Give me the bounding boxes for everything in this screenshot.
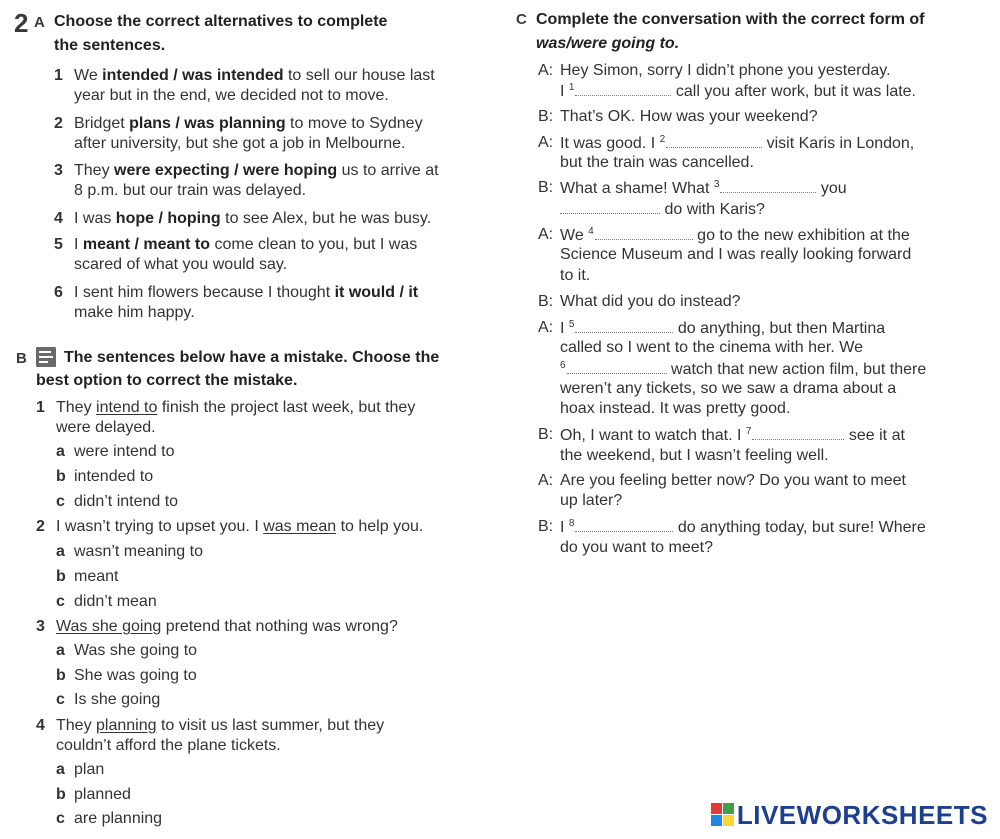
option-a[interactable]: a wasn’t meaning to	[56, 543, 203, 560]
answer-blank-2[interactable]	[666, 133, 762, 148]
conv-line: Science Museum and I was really looking forward	[560, 246, 912, 263]
option-a[interactable]: a Was she going to	[56, 642, 198, 659]
question-b-4: 4 They planning to visit us last summer, but they couldn’t afford the plane tickets.	[36, 717, 385, 754]
conv-line: A: Hey Simon, sorry I didn’t phone you yesterday.	[538, 62, 891, 79]
option-b[interactable]: b meant	[56, 568, 119, 585]
conv-line: B: What did you do instead?	[538, 293, 741, 310]
conv-line: but the train was cancelled.	[560, 154, 754, 171]
document-icon	[36, 347, 56, 368]
conv-line: to it.	[560, 267, 591, 284]
section-a-heading	[54, 10, 387, 58]
option-c[interactable]: c didn’t intend to	[56, 493, 179, 510]
section-b-letter: B	[16, 350, 27, 367]
conv-line: do you want to meet?	[560, 539, 713, 556]
liveworksheets-logo-icon	[711, 803, 735, 827]
question-b-2: 2 I wasn’t trying to upset you. I was mean to help you.	[36, 518, 424, 535]
conv-line: B: What a shame! What $^3$ you	[538, 178, 847, 197]
conv-line: I $^1$ call you after work, but it was late.	[560, 81, 916, 100]
option-c[interactable]: c Is she going	[56, 691, 161, 708]
option-a[interactable]: a plan	[56, 761, 105, 778]
option-c[interactable]: c are planning	[56, 810, 163, 827]
conv-line: B: I $^8$ do anything today, but sure! Where	[538, 517, 926, 536]
conv-line: A: We $^4$ go to the new exhibition at the	[538, 225, 910, 244]
option-b[interactable]: b planned	[56, 786, 131, 803]
section-c-letter: C	[516, 11, 527, 28]
answer-blank-6[interactable]	[567, 359, 667, 374]
section-a-letter: A	[34, 14, 45, 31]
item-a-3: 3 They were expecting / were hoping us to arrive at 8 p.m. but our train was delayed.	[54, 162, 439, 199]
conv-line: A: Are you feeling better now? Do you want to meet	[538, 472, 906, 489]
conv-line: the weekend, but I wasn’t feeling well.	[560, 447, 829, 464]
section-c-heading	[536, 8, 925, 56]
answer-blank-5[interactable]	[575, 318, 673, 333]
conv-line: weren’t any tickets, so we saw a drama about a	[560, 380, 897, 397]
exercise-number: 2	[14, 8, 29, 38]
answer-blank-8[interactable]	[575, 517, 673, 532]
conv-line: $^6$ watch that new action film, but there	[560, 359, 927, 378]
section-b-heading-line2: best option to correct the mistake.	[36, 372, 298, 389]
item-a-5: 5 I meant / meant to come clean to you, but I was scared of what you would say.	[54, 236, 418, 273]
item-a-4: 4 I was hope / hoping to see Alex, but he was busy.	[54, 210, 432, 227]
section-c-heading-line1: Complete the conversation with the correct form of	[536, 11, 925, 28]
answer-blank-4[interactable]	[595, 225, 693, 240]
alternatives[interactable]: it would / it	[334, 284, 419, 301]
section-a-heading-line2: the sentences.	[54, 37, 166, 54]
conv-line: do with Karis?	[538, 199, 765, 220]
item-a-6: 6 I sent him flowers because I thought it would / it make him happy.	[54, 284, 419, 321]
alternatives[interactable]: meant / meant to	[82, 236, 211, 253]
conv-line: B: That’s OK. How was your weekend?	[538, 108, 818, 125]
conv-line: B: Oh, I want to watch that. I $^7$ see it at	[538, 425, 905, 444]
alternatives[interactable]: hope / hoping	[115, 210, 221, 227]
conv-line: A: It was good. I $^2$ visit Karis in London,	[538, 133, 915, 152]
option-a[interactable]: a were intend to	[56, 443, 175, 460]
conv-line: up later?	[560, 492, 623, 509]
alternatives[interactable]: were expecting / were hoping	[114, 162, 338, 179]
alternatives[interactable]: intended / was intended	[102, 67, 284, 84]
answer-blank-3b[interactable]	[560, 199, 660, 214]
item-a-2: 2 Bridget plans / was planning to move to Sydney after university, but she got a job in Melbourne.	[54, 115, 423, 152]
answer-blank-1[interactable]	[575, 81, 671, 96]
answer-blank-3[interactable]	[720, 178, 816, 193]
question-b-1: 1 They intend to finish the project last week, but they were delayed.	[36, 399, 416, 436]
option-b[interactable]: b intended to	[56, 468, 154, 485]
section-a-heading-line1: Choose the correct alternatives to complete	[54, 13, 388, 30]
conv-line: called so I went to the cinema with her. We	[560, 339, 863, 356]
liveworksheets-logo-text: LIVEWORKSHEETS	[736, 800, 988, 830]
conv-line: hoax instead. It was pretty good.	[560, 400, 791, 417]
option-b[interactable]: b She was going to	[56, 667, 197, 684]
section-c-heading-line2: was/were going to.	[536, 35, 680, 52]
alternatives[interactable]: plans / was planning	[129, 115, 286, 132]
conv-line: A: I $^5$ do anything, but then Martina	[538, 318, 886, 337]
item-a-1: 1 We intended / was intended to sell our house last year but in the end, we decided not to move.	[54, 67, 435, 104]
question-b-3: 3 Was she going pretend that nothing was wrong?	[36, 618, 398, 635]
option-c[interactable]: c didn’t mean	[56, 593, 157, 610]
liveworksheets-logo	[711, 800, 988, 831]
section-b-heading-line1: The sentences below have a mistake. Choose the	[64, 349, 440, 366]
answer-blank-7[interactable]	[752, 425, 844, 440]
